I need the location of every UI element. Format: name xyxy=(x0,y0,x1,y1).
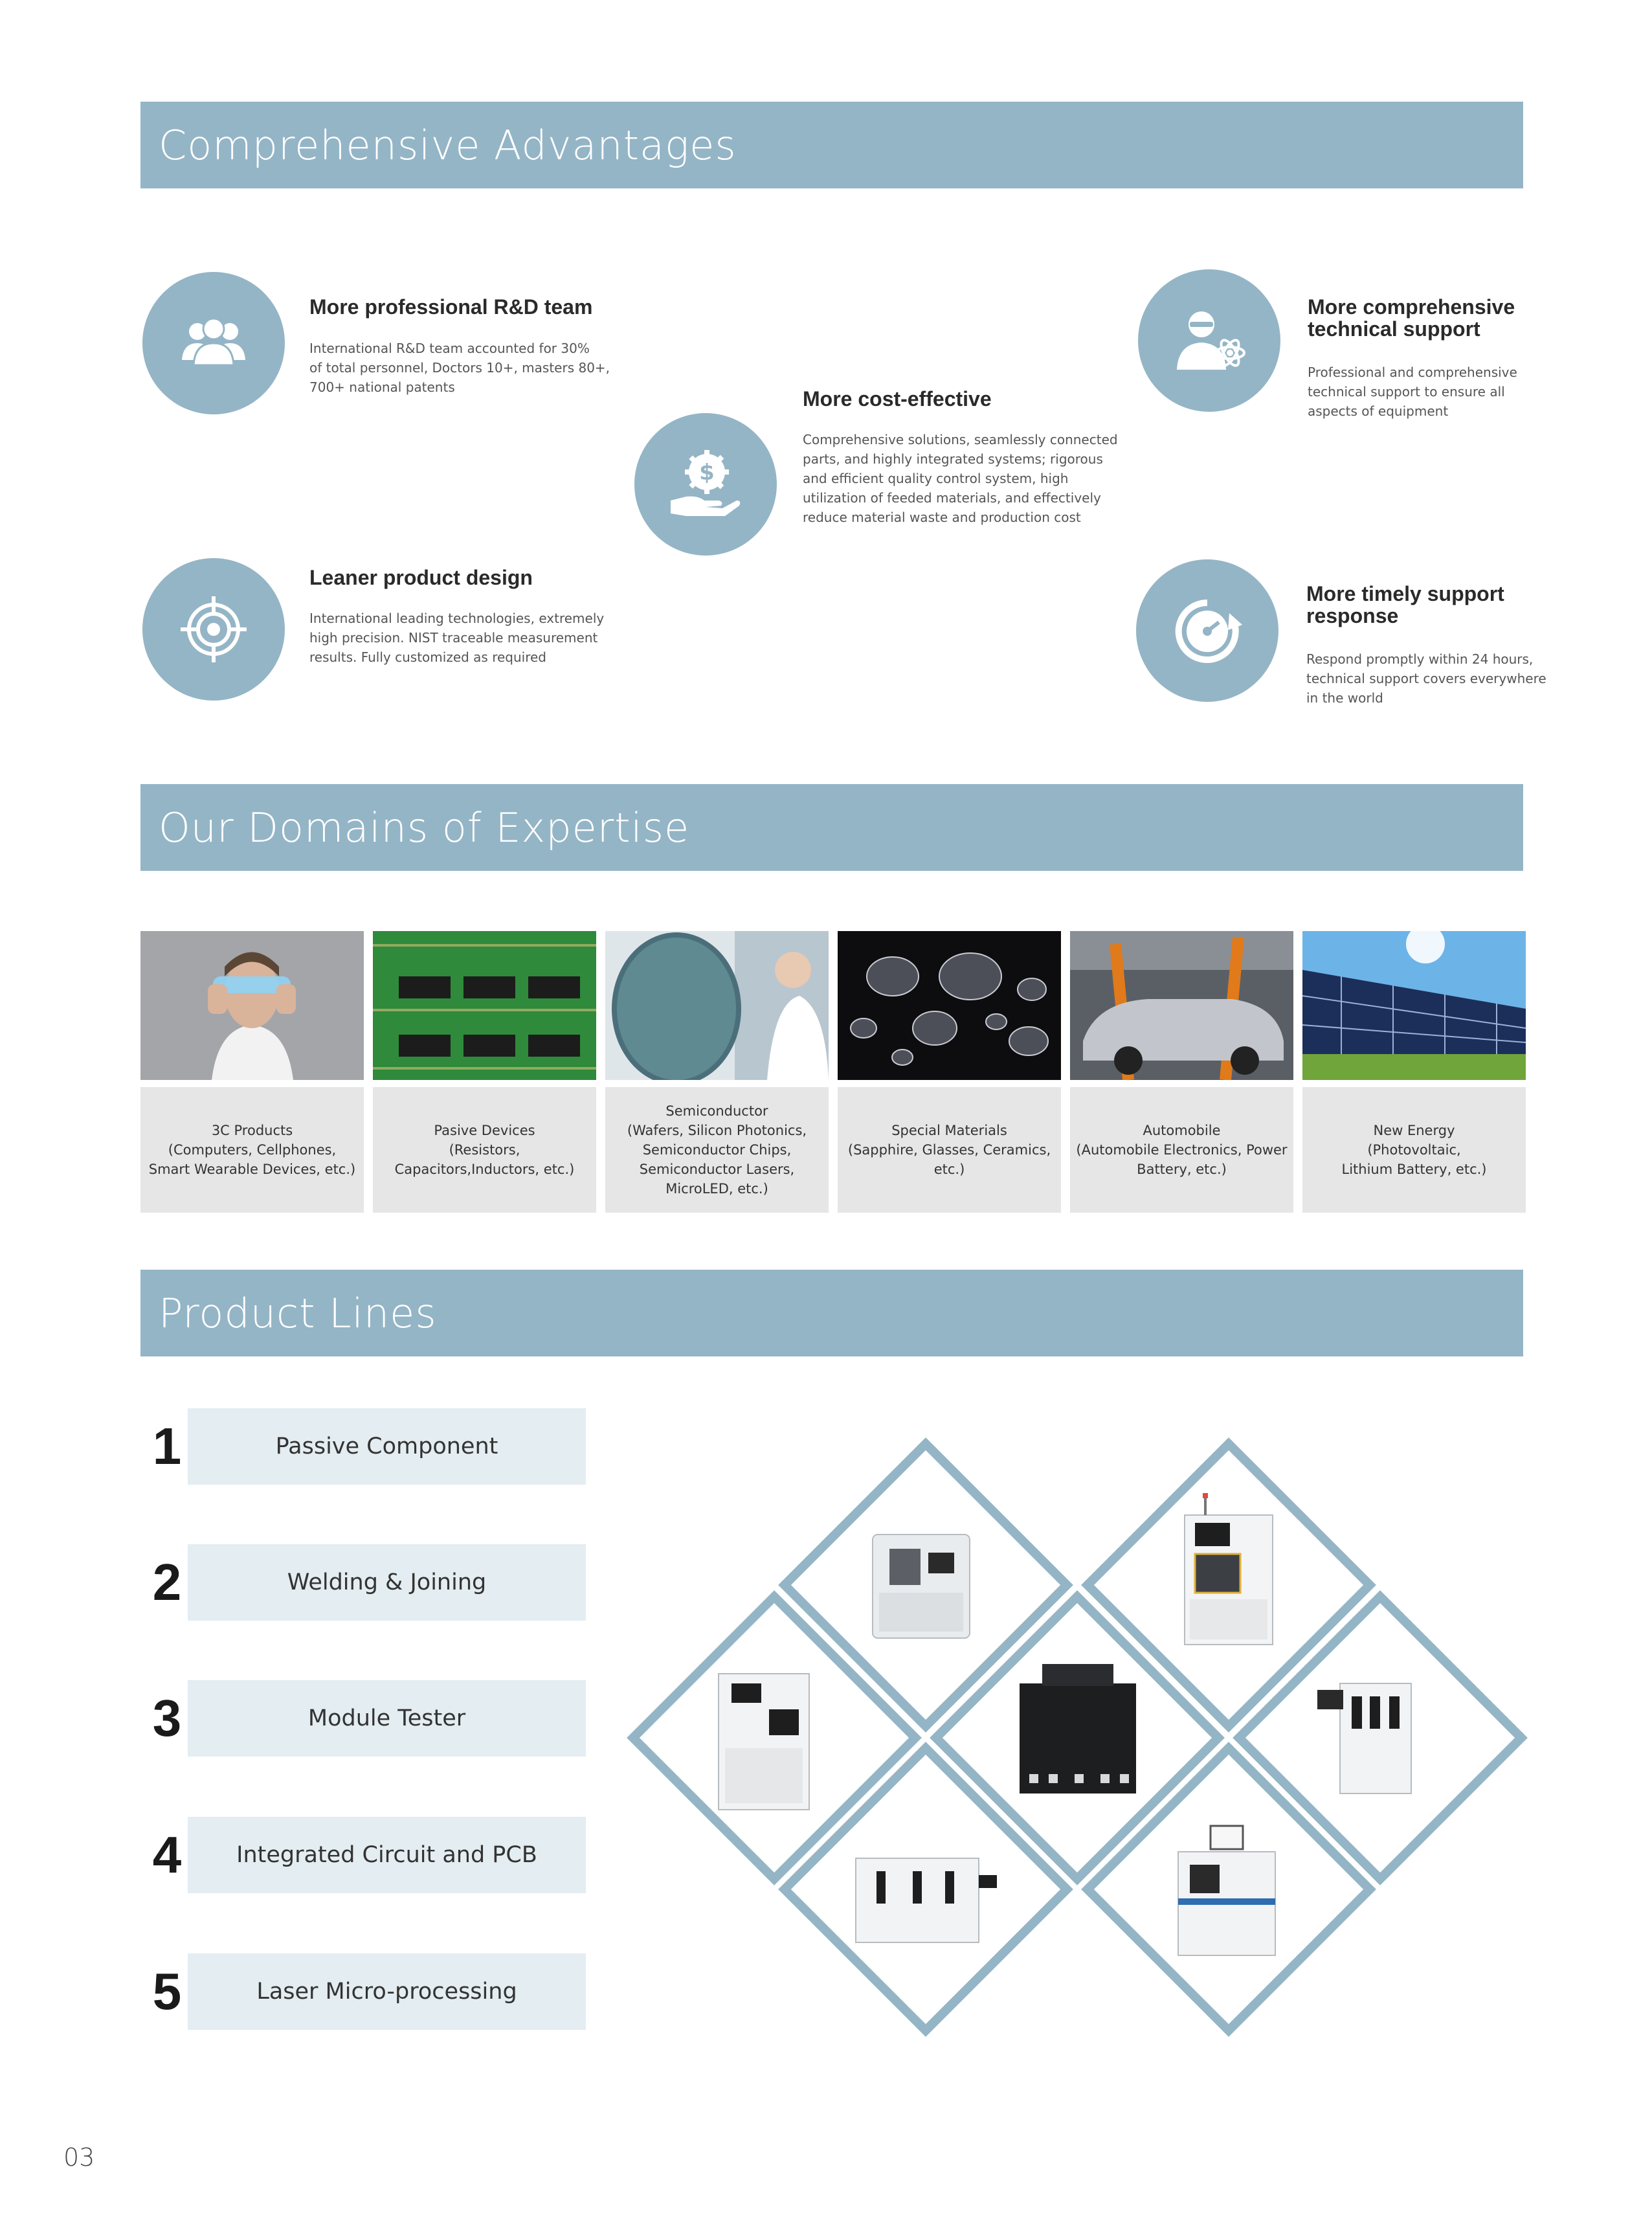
machine-image xyxy=(1020,1664,1136,1793)
product-line-number: 2 xyxy=(152,1553,182,1611)
desc-line: parts, and highly integrated systems; rigorous xyxy=(803,451,1103,467)
desc-line: high precision. NIST traceable measurement xyxy=(309,630,598,646)
desc-line: Comprehensive solutions, seamlessly connected xyxy=(803,432,1118,447)
section-title: Comprehensive Advantages xyxy=(159,121,737,169)
advantage-title xyxy=(1308,296,1515,340)
people-icon xyxy=(178,317,249,369)
domain-card: 3C Products (Computers, Cellphones, Smart Wearable Devices, etc.) xyxy=(140,1087,364,1213)
section-title: Our Domains of Expertise xyxy=(159,804,690,851)
advantage-description xyxy=(1306,649,1546,708)
product-line-item: Laser Micro-processing xyxy=(188,1953,586,2030)
desc-line: results. Fully customized as required xyxy=(309,649,547,665)
machine-image xyxy=(1178,1826,1275,1955)
domain-card: Automobile (Automobile Electronics, Power Battery, etc.) xyxy=(1070,1087,1293,1213)
desc-line: International R&D team accounted for 30% xyxy=(309,341,590,356)
advantage-icon-circle xyxy=(142,272,285,414)
domain-image-passive-devices xyxy=(373,931,596,1080)
desc-line: Respond promptly within 24 hours, xyxy=(1306,651,1534,667)
advantage-description xyxy=(803,430,1118,527)
desc-line: 700+ national patents xyxy=(309,379,455,395)
desc-line: International leading technologies, extremely xyxy=(309,611,605,626)
advantage-description xyxy=(309,339,610,397)
machine-image xyxy=(856,1858,997,1942)
advantage-title: More professional R&D team xyxy=(309,295,593,319)
desc-line: aspects of equipment xyxy=(1308,403,1449,419)
machine-image xyxy=(1317,1683,1411,1793)
product-line-number: 1 xyxy=(152,1417,182,1475)
domain-card: Special Materials (Sapphire, Glasses, Ceramics, etc.) xyxy=(838,1087,1061,1213)
desc-line: technical support covers everywhere xyxy=(1306,671,1546,686)
product-line-item: Passive Component xyxy=(188,1408,586,1485)
advantage-icon-circle xyxy=(634,413,777,556)
advantage-title: More cost-effective xyxy=(803,387,992,410)
svg-text:$: $ xyxy=(699,460,715,486)
engineer-atom-icon xyxy=(1170,305,1248,376)
product-line-number: 5 xyxy=(152,1962,182,2020)
section-title: Product Lines xyxy=(159,1289,437,1337)
product-line-item: Welding & Joining xyxy=(188,1544,586,1621)
advantage-title: Leaner product design xyxy=(309,566,533,589)
domain-image-automobile xyxy=(1070,931,1293,1080)
domain-image-special-materials xyxy=(838,931,1061,1080)
page-number: 03 xyxy=(63,2143,95,2172)
desc-line: Professional and comprehensive xyxy=(1308,365,1517,380)
domain-image-new-energy xyxy=(1302,931,1526,1080)
product-machine-diamond-grid xyxy=(621,1437,1541,2046)
product-line-item: Integrated Circuit and PCB xyxy=(188,1817,586,1893)
desc-line: of total personnel, Doctors 10+, masters 80+, xyxy=(309,360,610,376)
domain-card: Pasive Devices (Resistors, Capacitors,Inductors, etc.) xyxy=(373,1087,596,1213)
desc-line: reduce material waste and production cost xyxy=(803,510,1081,525)
title-line: More comprehensive xyxy=(1308,295,1515,319)
section-banner-domains xyxy=(140,784,1523,871)
domain-card: Semiconductor (Wafers, Silicon Photonics, Semiconductor Chips, Semiconductor Lasers, MicroLED, etc.) xyxy=(605,1087,829,1213)
advantage-description xyxy=(309,609,604,667)
target-icon xyxy=(178,594,249,665)
desc-line: and efficient quality control system, high xyxy=(803,471,1069,486)
advantage-title xyxy=(1306,583,1504,627)
desc-line: technical support to ensure all xyxy=(1308,384,1505,399)
desc-line: in the world xyxy=(1306,690,1383,706)
section-banner-product-lines xyxy=(140,1270,1523,1356)
desc-line: utilization of feeded materials, and effectively xyxy=(803,490,1101,506)
machine-image xyxy=(1185,1493,1273,1645)
product-line-number: 4 xyxy=(152,1826,182,1883)
domain-card: New Energy (Photovoltaic, Lithium Battery, etc.) xyxy=(1302,1087,1526,1213)
machine-image xyxy=(719,1674,809,1810)
section-banner-advantages xyxy=(140,102,1523,188)
title-line: response xyxy=(1306,604,1399,627)
dollar-gear-hand-icon xyxy=(667,449,744,520)
domain-image-semiconductor xyxy=(605,931,829,1080)
speedometer-icon xyxy=(1168,595,1246,666)
advantage-icon-circle xyxy=(1136,559,1278,702)
advantage-icon-circle xyxy=(1138,269,1280,412)
advantage-description xyxy=(1308,363,1517,421)
product-line-item: Module Tester xyxy=(188,1680,586,1757)
domain-image-3c-products xyxy=(140,931,364,1080)
title-line: More timely support xyxy=(1306,582,1504,605)
advantage-icon-circle xyxy=(142,558,285,701)
title-line: technical support xyxy=(1308,317,1480,341)
machine-image xyxy=(873,1535,970,1638)
product-line-number: 3 xyxy=(152,1689,182,1747)
